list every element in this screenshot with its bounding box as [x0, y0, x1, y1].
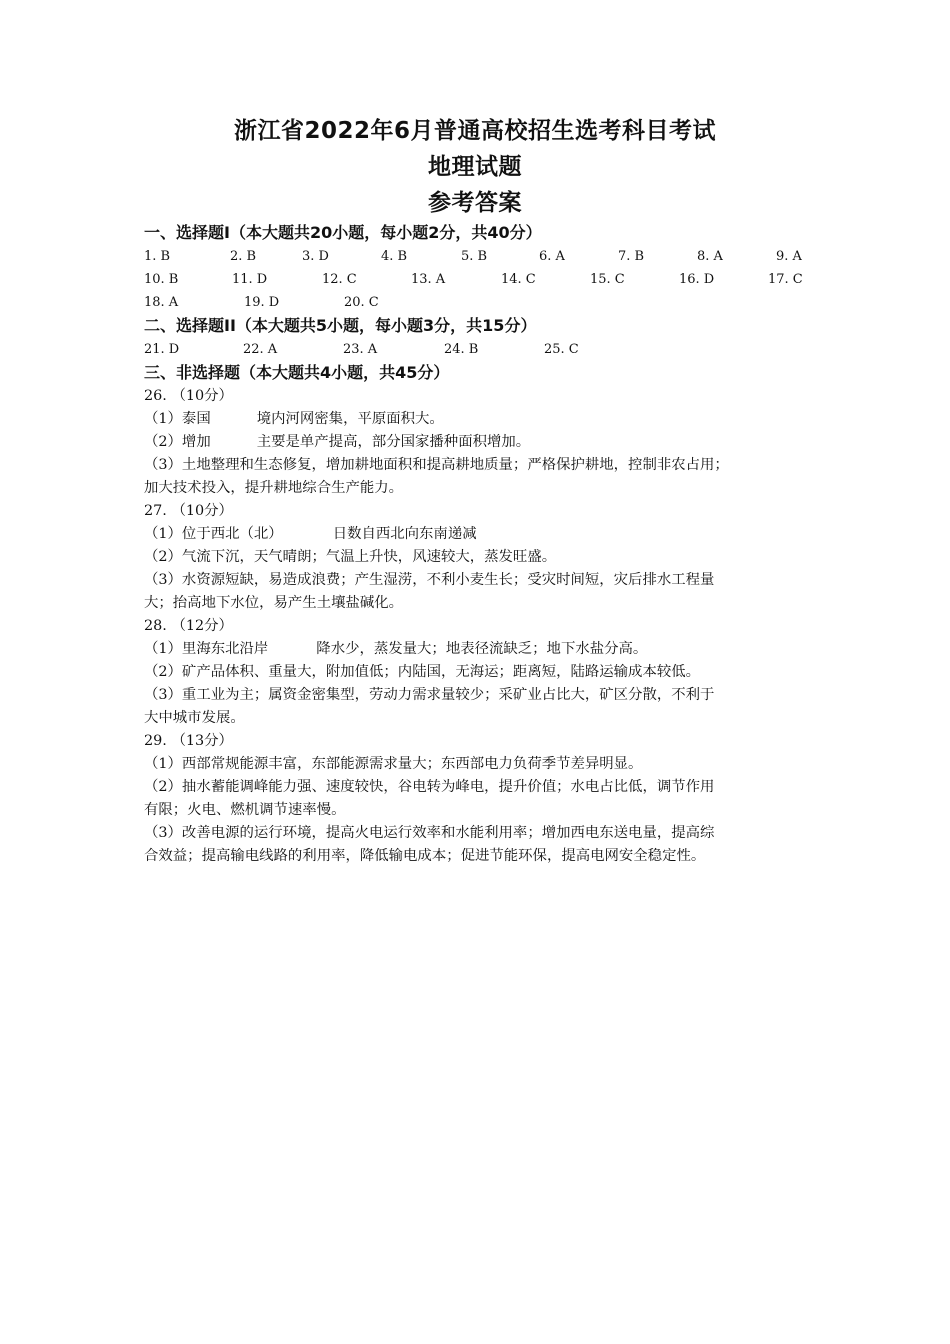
section1-answer-row-1	[144, 245, 816, 268]
q28-answer-1-reason: 降水少，蒸发量大；地表径流缺乏；地下水盐分高。	[316, 641, 648, 657]
q27-answer-1	[144, 523, 816, 546]
q26-answer-2	[144, 431, 816, 454]
answer-2: 2. B	[230, 249, 257, 264]
answer-20: 20. C	[344, 295, 379, 310]
q27-answer-2: （2）气流下沉，天气晴朗；气温上升快，风速较大，蒸发旺盛。	[144, 549, 557, 565]
section1-answer-row-3	[144, 291, 816, 314]
q28-answer-3-line-2: 大中城市发展。	[144, 710, 245, 726]
section1-answer-row-2	[144, 268, 816, 291]
q28-answer-3-line-1: （3）重工业为主；属资金密集型，劳动力需求量较少；采矿业占比大，矿区分散，不利于	[144, 687, 715, 703]
q27-heading: 27. （10分）	[144, 503, 233, 519]
answer-content	[144, 221, 816, 868]
q26-answer-1-place: （1）泰国	[144, 411, 211, 427]
answer-key-title: 参考答案	[428, 190, 522, 216]
q27-answer-3-line-1: （3）水资源短缺，易造成浪费；产生湿涝，不利小麦生长；受灾时间短，灾后排水工程量	[144, 572, 715, 588]
answer-4: 4. B	[381, 249, 408, 264]
q28-answer-1-location: （1）里海东北沿岸	[144, 641, 269, 657]
q26-heading: 26. （10分）	[144, 388, 233, 404]
q26-answer-2-reason: 主要是单产提高，部分国家播种面积增加。	[256, 434, 531, 450]
answer-23: 23. A	[343, 342, 378, 357]
answer-10: 10. B	[144, 272, 179, 287]
answer-18: 18. A	[144, 295, 179, 310]
q29-answer-2-line-2: 有限；火电、燃机调节速率慢。	[144, 802, 346, 818]
answer-21: 21. D	[144, 342, 180, 357]
answer-9: 9. A	[776, 249, 802, 264]
title-block	[0, 113, 950, 221]
answer-24: 24. B	[444, 342, 479, 357]
answer-13: 13. A	[411, 272, 446, 287]
q26-answer-1	[144, 408, 816, 431]
q26-answer-2-trend: （2）增加	[144, 434, 211, 450]
section3-heading: 三、非选择题（本大题共4小题，共45分）	[144, 363, 450, 382]
q27-answer-1-pattern: 日数自西北向东南递减	[332, 526, 477, 542]
answer-1: 1. B	[144, 249, 171, 264]
answer-11: 11. D	[232, 272, 268, 287]
q26-answer-3-line-2: 加大技术投入，提升耕地综合生产能力。	[144, 480, 404, 496]
answer-3: 3. D	[302, 249, 329, 264]
answer-14: 14. C	[501, 272, 536, 287]
q29-answer-1: （1）西部常规能源丰富，东部能源需求量大；东西部电力负荷季节差异明显。	[144, 756, 643, 772]
answer-17: 17. C	[768, 272, 803, 287]
q26-answer-1-reason: 境内河网密集，平原面积大。	[256, 411, 444, 427]
answer-12: 12. C	[322, 272, 357, 287]
q27-answer-3-line-2: 大；抬高地下水位，易产生土壤盐碱化。	[144, 595, 404, 611]
q27-answer-1-location: （1）位于西北（北）	[144, 526, 283, 542]
q29-answer-2-line-1: （2）抽水蓄能调峰能力强、速度较快，谷电转为峰电，提升价值；水电占比低，调节作用	[144, 779, 715, 795]
answer-15: 15. C	[590, 272, 625, 287]
q29-answer-3-line-1: （3）改善电源的运行环境，提高火电运行效率和水能利用率；增加西电东送电量，提高综	[144, 825, 715, 841]
q28-answer-1	[144, 638, 816, 661]
answer-6: 6. A	[539, 249, 565, 264]
subject-title: 地理试题	[428, 154, 522, 180]
answer-7: 7. B	[618, 249, 645, 264]
section2-heading: 二、选择题II（本大题共5小题，每小题3分，共15分）	[144, 316, 537, 335]
q28-heading: 28. （12分）	[144, 618, 233, 634]
q26-answer-3-line-1: （3）土地整理和生态修复，增加耕地面积和提高耕地质量；严格保护耕地，控制非农占用；	[144, 457, 729, 473]
section1-heading: 一、选择题Ⅰ（本大题共20小题，每小题2分，共40分）	[144, 223, 542, 242]
exam-title: 浙江省2022年6月普通高校招生选考科目考试	[233, 118, 717, 144]
answer-22: 22. A	[243, 342, 278, 357]
q28-answer-2: （2）矿产品体积、重量大，附加值低；内陆国，无海运；距离短，陆路运输成本较低。	[144, 664, 701, 680]
answer-19: 19. D	[244, 295, 280, 310]
q29-heading: 29. （13分）	[144, 733, 233, 749]
answer-8: 8. A	[697, 249, 723, 264]
answer-16: 16. D	[679, 272, 715, 287]
q29-answer-3-line-2: 合效益；提高输电线路的利用率，降低输电成本；促进节能环保，提高电网安全稳定性。	[144, 848, 706, 864]
answer-25: 25. C	[544, 342, 579, 357]
answer-5: 5. B	[461, 249, 488, 264]
section2-answer-row	[144, 338, 816, 361]
